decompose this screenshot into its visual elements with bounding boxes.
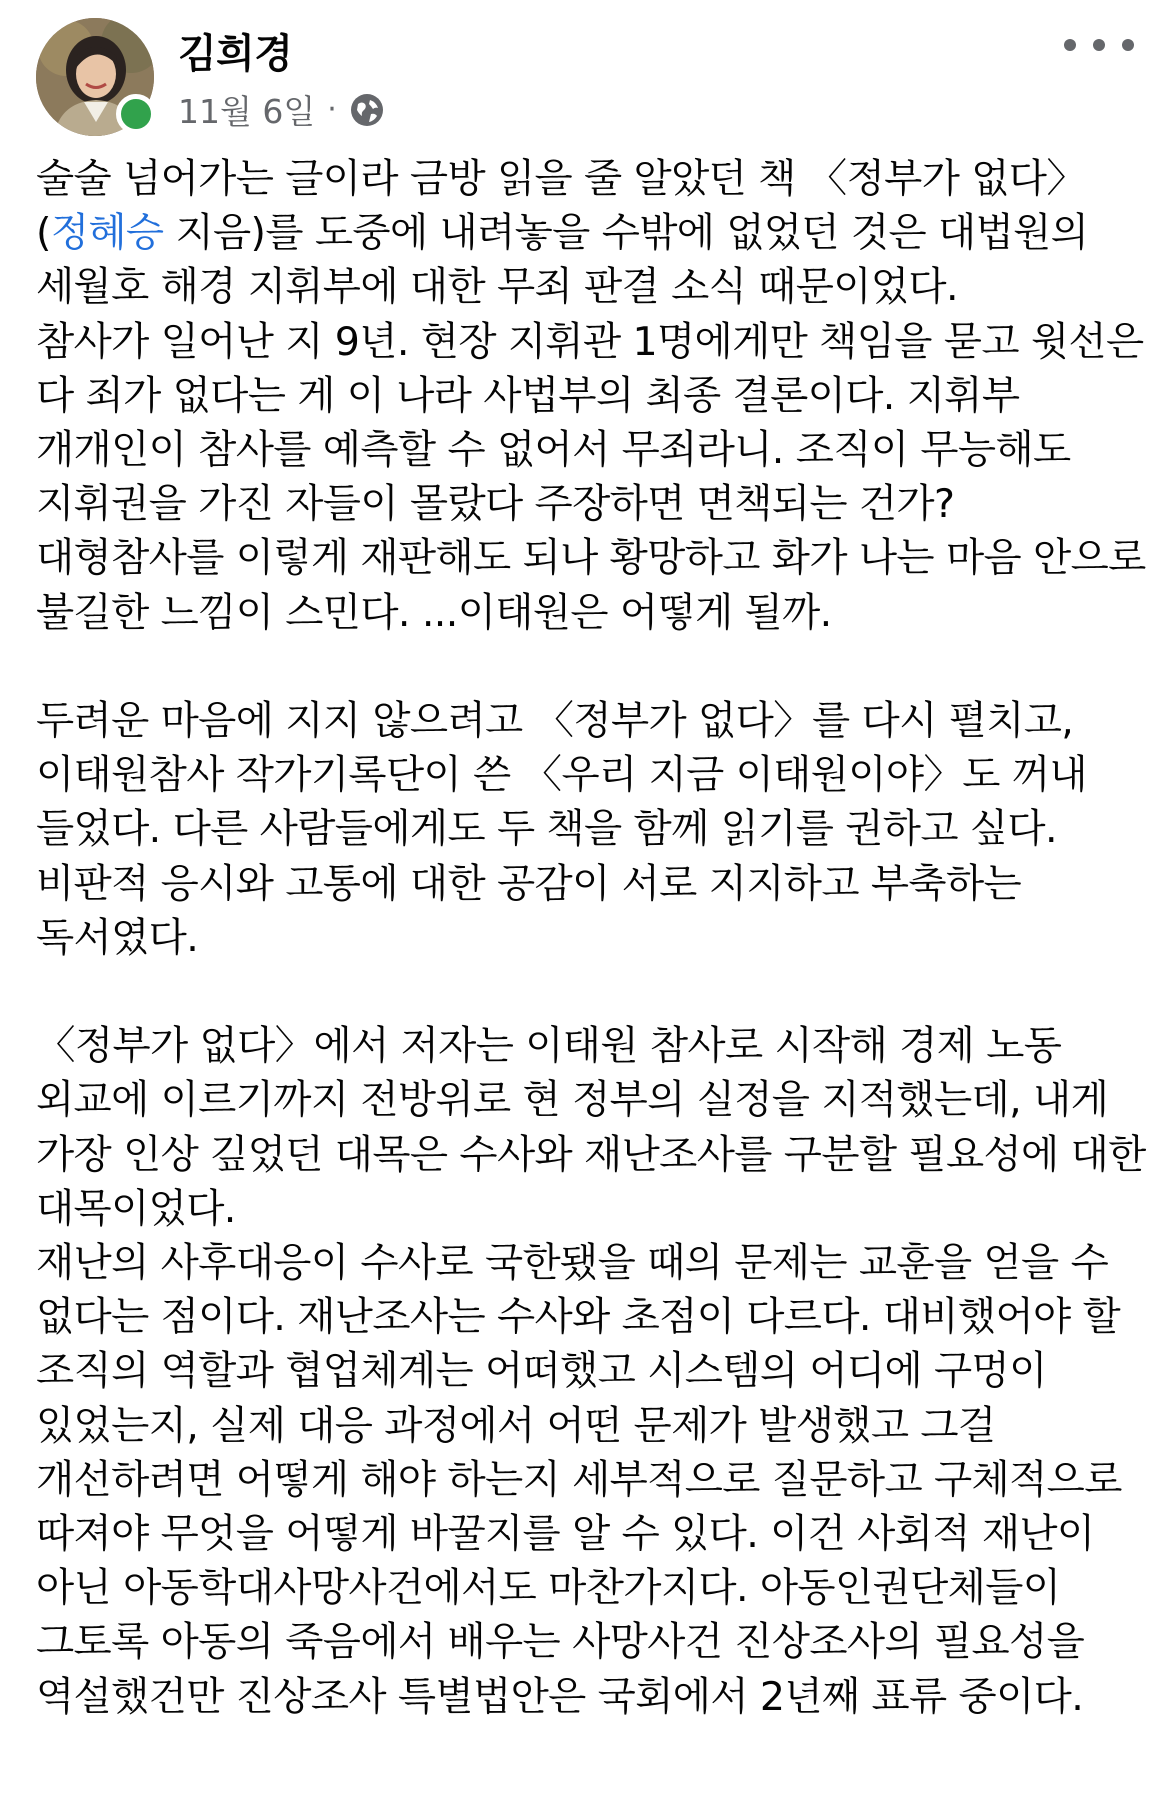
post-date[interactable]: 11월 6일: [178, 92, 316, 131]
post-paragraph: [36, 152, 1146, 315]
post-text: [36, 152, 1146, 1724]
more-options-icon-dot: [1122, 39, 1134, 51]
more-options-button[interactable]: [1064, 30, 1134, 60]
meta-separator: ·: [327, 92, 337, 127]
online-status-indicator: [116, 94, 156, 134]
paragraph-text: 술술 넘어가는 글이라 금방 읽을 줄 알았던 책 〈정부가 없다〉: [36, 156, 1086, 202]
globe-icon[interactable]: [349, 92, 385, 128]
more-options-icon-dot: [1093, 39, 1105, 51]
paragraph-spacer: [36, 965, 1146, 1019]
paragraph-text: 지음)를 도중에 내려놓을 수밖에 없었던 것은 대법원의 세월호 해경 지휘부에 대한 무죄 판결 소식 때문이었다.: [36, 210, 1089, 311]
post-paragraph: 재난의 사후대응이 수사로 국한됐을 때의 문제는 교훈을 얻을 수 없다는 점이다. 재난조사는 수사와 초점이 다르다. 대비했어야 할 조직의 역할과 협업체계는 어떠했고 시스템의 어디에 구멍이 있었는지, 실제 대응 과정에서 어떤 문제가 발생했고 그걸 개선하려면 어떻게 해야 하는지 세부적으로 질문하고 구체적으로 따져야 무엇을 어떻게 바꿀지를 알 수 있다. 이건 사회적 재난이 아닌 아동학대사망사건에서도 마찬가지다. 아동인권단체들이 그토록 아동의 죽음에서 배우는 사망사건 진상조사의 필요성을 역설했건만 진상조사 특별법안은 국회에서 2년째 표류 중이다.: [36, 1240, 1122, 1720]
paren-text: (: [36, 210, 51, 257]
mention-link[interactable]: 정혜승: [50, 210, 164, 257]
post-paragraph: 두려운 마음에 지지 않으려고 〈정부가 없다〉를 다시 펼치고, 이태원참사 작가기록단이 쓴 〈우리 지금 이태원이야〉도 꺼내 들었다. 다른 사람들에게도 두 책을 함께 읽기를 권하고 싶다. 비판적 응시와 고통에 대한 공감이 서로 지지하고 부축하는 독서였다.: [36, 698, 1087, 961]
author-avatar[interactable]: [36, 18, 154, 136]
post-paragraph: 참사가 일어난 지 9년. 현장 지휘관 1명에게만 책임을 묻고 윗선은 다 죄가 없다는 게 이 나라 사법부의 최종 결론이다. 지휘부 개개인이 참사를 예측할 수 없어서 무죄라니. 조직이 무능해도 지휘권을 가진 자들이 몰랐다 주장하면 면책되는 건가? 대형참사를 이렇게 재판해도 되나 황망하고 화가 나는 마음 안으로 불길한 느낌이 스민다. ...이태원은 어떻게 될까.: [36, 318, 1146, 636]
more-options-icon-dot: [1064, 39, 1076, 51]
author-name[interactable]: 김희경: [178, 31, 293, 77]
post-paragraph: 〈정부가 없다〉에서 저자는 이태원 참사로 시작해 경제 노동 외교에 이르기까지 전방위로 현 정부의 실정을 지적했는데, 내게 가장 인상 깊었던 대목은 수사와 재난조사를 구분할 필요성에 대한 대목이었다.: [36, 1023, 1146, 1232]
post-header: [0, 0, 1170, 150]
post-meta: [178, 86, 385, 133]
paragraph-spacer: [36, 640, 1146, 694]
